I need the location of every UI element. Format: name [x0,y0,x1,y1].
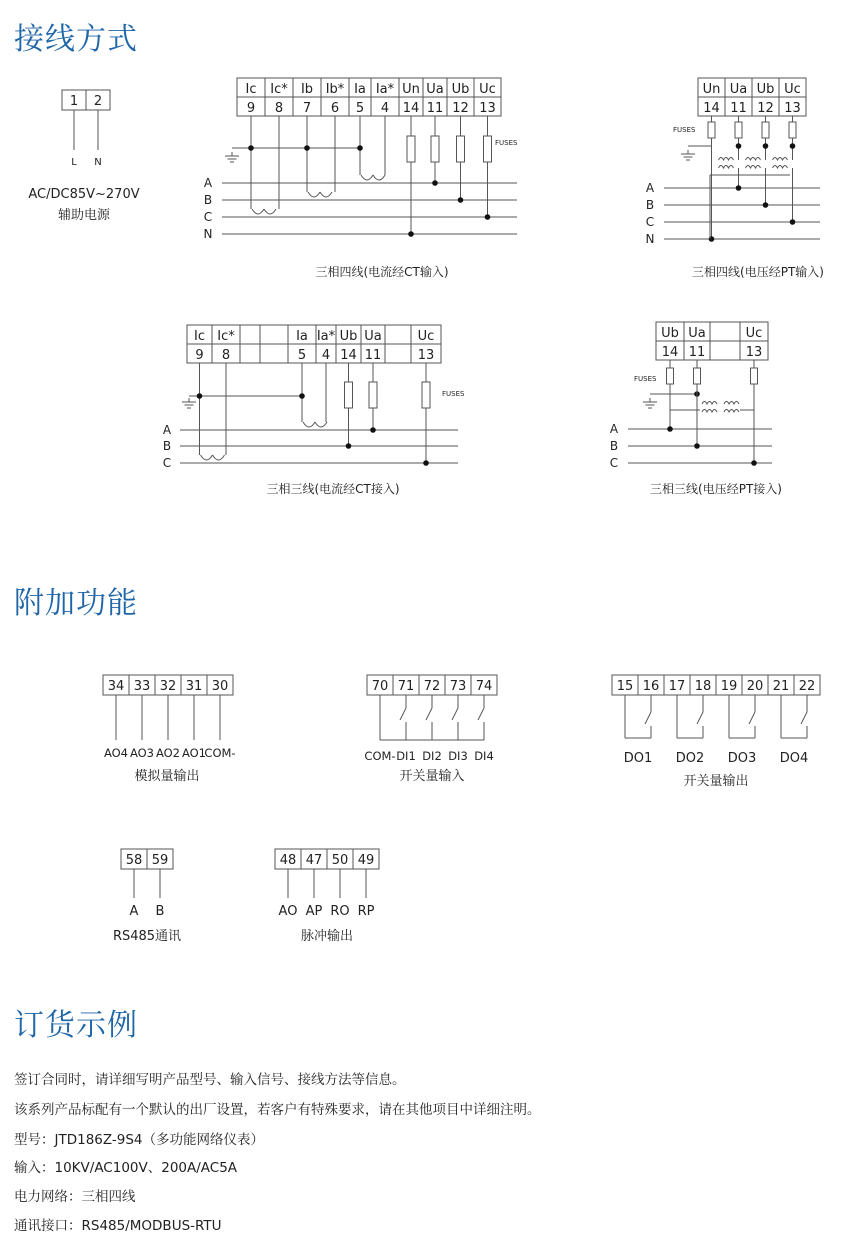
order-line-1: 签订合同时，请详细写明产品型号、输入信号、接线方法等信息。 [14,1072,406,1088]
f3-caption: 开关量输出 [683,774,749,789]
ct-coil-icon [361,175,385,180]
d1-phase-label: N [203,227,213,241]
f1-terminal: 31 [185,679,203,694]
d3-phase-label: C [162,456,172,470]
d1-terminal-number: 14 [402,101,420,116]
d2-phase-label: N [645,232,655,246]
d4-phase-label: A [609,422,619,436]
pt-coil-icon [724,402,739,405]
fuse-icon [484,136,492,162]
d3-fuses-label: FUSES [442,390,465,398]
d3-terminal-number: 13 [417,348,435,363]
d1-fuses-label: FUSES [495,139,518,147]
f3-terminal: 17 [668,679,686,694]
order-line-3: 型号：JTD186Z-9S4（多功能网络仪表） [14,1132,265,1148]
ct-coil-icon [201,455,225,460]
junction-dot [751,460,757,466]
d1-terminal-number: 13 [479,101,496,116]
d3-cell-top [385,325,411,344]
junction-dot [736,143,742,149]
junction-dot [458,197,464,203]
d3-cell-bottom [240,344,260,363]
f1-label: AO2 [155,746,181,760]
aux-caption-voltage: AC/DC85V~270V [28,187,140,202]
f5-label: AP [305,904,323,919]
d4-terminal-name: Ub [661,326,679,341]
f1-terminal: 34 [107,679,125,694]
d3-cell-top [240,325,260,344]
f3-terminal: 21 [772,679,790,694]
junction-dot [432,180,438,186]
d3-terminal-name: Uc [417,329,435,344]
d4-terminal-name: Uc [745,326,763,341]
f4-label: B [155,904,165,919]
d1-terminal-name: Ic* [270,82,288,97]
ct-coil-icon [308,192,332,197]
d3-terminal-name: Ua [364,329,382,344]
junction-dot [346,443,352,449]
d2-fuses-label: FUSES [673,126,696,134]
junction-dot [790,219,796,225]
d1-terminal-number: 12 [452,101,469,116]
d3-cell-bottom [260,344,288,363]
f4-caption: RS485通讯 [112,929,182,944]
fuse-icon [369,382,377,408]
fuse-icon [751,368,758,384]
pt-coil-icon [773,166,788,169]
f1-label: AO3 [129,746,155,760]
d1-terminal-name: Uc [479,82,496,97]
pt-coil-icon [746,166,761,169]
d1-terminal-number: 9 [246,101,256,116]
f2-switch-icon [426,708,432,720]
junction-dot [357,145,363,151]
f3-terminal: 16 [642,679,660,694]
f2-terminal: 70 [371,679,389,694]
pt-coil-icon [724,410,739,413]
pt-coil-icon [702,402,717,405]
pt-coil-icon [702,410,717,413]
fuse-icon [407,136,415,162]
d4-terminal-number: 13 [745,345,763,360]
junction-dot [790,143,796,149]
f5-terminal: 50 [331,853,349,868]
heading-order-example: 订货示例 [14,1008,138,1043]
d2-phase-label: A [645,181,655,195]
ct-coil-icon [252,209,276,214]
pt-coil-icon [746,158,761,161]
d3-terminal-number: 11 [364,348,382,363]
d1-terminal-name: Ub [451,82,470,97]
pt-coil-icon [719,166,734,169]
f5-caption: 脉冲输出 [300,929,354,944]
f3-label: DO4 [779,751,809,766]
f4-terminal: 58 [125,853,143,868]
f3-switch-icon [749,712,755,724]
junction-dot [304,145,310,151]
d4-phase-label: B [609,439,619,453]
d2-terminal-number: 12 [757,101,774,116]
junction-dot [423,460,429,466]
d3-terminal-name: Ia [296,329,308,344]
f2-terminal: 74 [475,679,493,694]
d1-terminal-number: 11 [426,101,444,116]
junction-dot [736,185,742,191]
f1-caption: 模拟量输出 [134,769,200,784]
d2-terminal-number: 14 [703,101,720,116]
order-line-6: 通讯接口：RS485/MODBUS-RTU [14,1218,222,1234]
d4-terminal-name: Ua [688,326,706,341]
aux-label-n: N [94,157,102,168]
d2-terminal-name: Uc [784,82,801,97]
d1-terminal-name: Un [402,82,420,97]
f1-terminal: 30 [211,679,229,694]
d1-caption: 三相四线(电流经CT输入) [315,265,449,279]
d3-terminal-number: 9 [195,348,204,363]
f1-terminal: 32 [159,679,177,694]
junction-dot [485,214,491,220]
f2-label: DI2 [422,749,442,763]
d3-terminal-number: 14 [340,348,357,363]
d4-terminal-number: 11 [688,345,706,360]
d3-caption: 三相三线(电流经CT接入) [266,482,400,496]
aux-label-l: L [71,157,77,168]
order-line-4: 输入：10KV/AC100V、200A/AC5A [14,1160,238,1176]
fuse-icon [762,122,769,138]
fuse-icon [789,122,796,138]
f2-terminal: 72 [423,679,441,694]
fuse-icon [457,136,465,162]
d1-terminal-name: Ib* [325,82,345,97]
f1-label: AO1 [181,746,207,760]
aux-terminal: 2 [93,94,103,109]
d1-terminal-number: 8 [274,101,284,116]
d3-terminal-number: 4 [321,348,331,363]
f2-terminal: 71 [397,679,415,694]
junction-dot [299,393,305,399]
aux-terminal: 1 [69,94,79,109]
f2-label: DI4 [474,749,494,763]
f4-terminal: 59 [151,853,169,868]
f2-terminal: 73 [449,679,467,694]
junction-dot [248,145,254,151]
f2-switch-icon [478,708,484,720]
junction-dot [408,231,414,237]
pt-coil-icon [773,158,788,161]
d4-cell-top [710,322,740,341]
f4-label: A [129,904,139,919]
d1-terminal-name: Ua [426,82,444,97]
junction-dot [667,426,673,432]
d4-terminal-number: 14 [661,345,679,360]
d2-phase-label: C [645,215,655,229]
fuse-icon [422,382,430,408]
junction-dot [370,427,376,433]
d2-caption: 三相四线(电压经PT输入) [692,265,824,279]
f2-label: COM- [364,749,396,763]
d3-cell-top [260,325,288,344]
heading-extra-functions: 附加功能 [14,586,138,621]
d1-phase-label: A [203,176,213,190]
junction-dot [694,443,700,449]
d3-cell-bottom [385,344,411,363]
junction-dot [763,202,769,208]
d1-terminal-name: Ic [245,82,257,97]
fuse-icon [345,382,353,408]
f2-label: DI1 [396,749,416,763]
f1-label: COM- [204,746,236,760]
junction-dot [197,393,203,399]
d3-terminal-name: Ic [194,329,205,344]
f1-label: AO4 [103,746,129,760]
d3-terminal-number: 8 [221,348,231,363]
f3-label: DO3 [727,751,757,766]
d1-terminal-name: Ib [300,82,314,97]
junction-dot [763,143,769,149]
f3-switch-icon [801,712,807,724]
f2-caption: 开关量输入 [399,769,465,784]
d3-terminal-name: Ia* [316,329,336,344]
d2-phase-label: B [645,198,655,212]
fuse-icon [694,368,701,384]
f2-switch-icon [452,708,458,720]
d2-terminal-name: Ua [729,82,748,97]
d1-phase-label: C [203,210,213,224]
fuse-icon [667,368,674,384]
d1-terminal-name: Ia* [375,82,395,97]
pt-coil-icon [719,158,734,161]
f3-terminal: 20 [746,679,764,694]
d4-fuses-label: FUSES [634,375,657,383]
fuse-icon [708,122,715,138]
d1-terminal-name: Ia [354,82,366,97]
f1-terminal: 33 [133,679,151,694]
f5-terminal: 49 [357,853,375,868]
f5-terminal: 47 [305,853,323,868]
d2-terminal-name: Un [702,82,721,97]
d3-terminal-name: Ub [339,329,358,344]
order-line-5: 电力网络：三相四线 [14,1189,136,1205]
f2-label: DI3 [448,749,468,763]
f3-terminal: 15 [616,679,634,694]
d3-phase-label: B [162,439,172,453]
f3-terminal: 19 [720,679,738,694]
d4-phase-label: C [609,456,619,470]
fuse-icon [431,136,439,162]
d2-terminal-number: 13 [784,101,801,116]
d2-terminal-name: Ub [756,82,775,97]
ct-coil-icon [303,422,327,427]
order-line-2: 该系列产品标配有一个默认的出厂设置，若客户有特殊要求，请在其他项目中详细注明。 [14,1102,541,1118]
d3-terminal-name: Ic* [217,329,235,344]
d1-phase-label: B [203,193,213,207]
f2-switch-icon [400,708,406,720]
f5-terminal: 48 [279,853,297,868]
fuse-icon [735,122,742,138]
f3-terminal: 18 [694,679,712,694]
d1-terminal-number: 6 [330,101,340,116]
heading-wiring: 接线方式 [14,22,138,57]
d3-terminal-number: 5 [297,348,307,363]
f5-label: RP [357,904,375,919]
f3-switch-icon [697,712,703,724]
f3-label: DO2 [675,751,705,766]
f3-label: DO1 [623,751,653,766]
d4-cell-bottom [710,341,740,360]
d4-caption: 三相三线(电压经PT接入) [650,482,782,496]
aux-caption: 辅助电源 [57,208,111,223]
d1-terminal-number: 5 [355,101,365,116]
f3-switch-icon [645,712,651,724]
d1-terminal-number: 7 [302,101,312,116]
f5-label: RO [330,904,350,919]
d1-terminal-number: 4 [380,101,390,116]
d3-phase-label: A [162,423,172,437]
f3-terminal: 22 [798,679,816,694]
f5-label: AO [278,904,298,919]
d2-terminal-number: 11 [730,101,747,116]
